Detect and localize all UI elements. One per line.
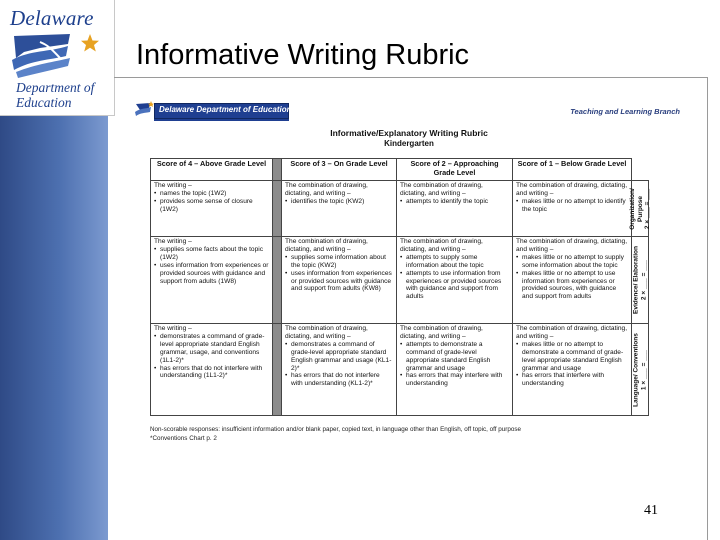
grey-divider-column [273,159,282,181]
cell-lead: The combination of drawing, dictating, and writing – [516,325,628,340]
rubric-cell [151,237,273,324]
cell-lead: The combination of drawing, dictating, and writing – [285,325,368,340]
cell-bullet: • has errors that may interfere with understanding [406,372,509,388]
logo-top-text: Delaware [10,6,94,30]
cell-lead: The writing – [154,182,192,189]
column-header: Score of 3 – On Grade Level [282,159,397,181]
doc-logo-text: Delaware Department of Education [159,105,292,114]
cell-bullet: • demonstrates a command of grade-level appropriate standard English grammar, usage, and conventions (1L1-2)* [160,333,269,365]
row-label: Organization/ [628,187,636,230]
column-header: Score of 4 – Above Grade Level [151,159,273,181]
rubric-cell [397,237,513,324]
rubric-cell [282,181,397,237]
rubric-document [134,100,684,460]
cell-lead: The writing – [154,325,192,332]
cell-bullet: • provides some sense of closure (1W2) [160,198,269,214]
cell-bullet: • has errors that interfere with understanding [522,372,628,388]
cell-lead: The combination of drawing, dictating, and writing – [285,238,368,253]
conventions-note: *Conventions Chart p. 2 [150,435,217,442]
rubric-header-row [151,159,649,181]
cell-bullet: • supplies some facts about the topic (1W2) [160,246,269,262]
branch-name: Teaching and Learning Branch [570,107,680,116]
cell-bullet: • supplies some information about the topic (KW2) [291,254,393,270]
header-corner [632,159,649,181]
cell-bullet: • has errors that do not interfere with understanding (1L1-2)* [160,365,269,381]
title-divider [114,77,708,78]
rubric-cell [282,237,397,324]
delaware-doe-logo [0,0,115,116]
cell-bullet: • attempts to demonstrate a command of grade-level appropriate standard English grammar and usage [406,341,509,373]
grey-divider-column [273,237,282,324]
cell-bullet: • makes little or no attempt to use information from experiences or provided sources, with guidance and support from adults [522,270,628,302]
cell-lead: The combination of drawing, dictating, and writing – [400,238,483,253]
row-label-conventions [632,324,649,416]
row-label: Evidence/ Elaboration [632,246,640,314]
rubric-cell [397,181,513,237]
cell-lead: The combination of drawing, dictating, and writing – [516,182,628,197]
cell-lead: The combination of drawing, dictating, and writing – [400,325,483,340]
row-score-blank: 2 × ___ = ___ [643,188,651,229]
cell-bullet: • uses information from experiences or provided sources with guidance and support from adults (1W8) [160,262,269,286]
right-divider [707,77,708,540]
cell-bullet: • has errors that do not interfere with understanding (KL1-2)* [291,372,393,388]
doc-state-icon [134,100,154,120]
slide-title: Informative Writing Rubric [136,39,470,71]
cell-bullet: • identifies the topic (KW2) [291,198,393,206]
cell-bullet: • uses information from experiences or provided sources with guidance and support from adults (KW8) [291,270,393,294]
rubric-row-organization [151,181,649,237]
rubric-cell [513,324,632,416]
cell-lead: The writing – [154,238,192,245]
rubric-grade: Kindergarten [384,139,434,148]
logo-bottom-text: Department of Education [16,80,95,110]
cell-bullet: • makes little or no attempt to supply some information about the topic [522,254,628,270]
row-score-blank: 2 × ___ = ___ [640,259,647,301]
rubric-cell [513,237,632,324]
cell-bullet: • attempts to supply some information about the topic [406,254,509,270]
non-scorable-note: Non-scorable responses: insufficient information and/or blank paper, copied text, in language other than English, off topic, off purpose [150,426,522,433]
row-label-evidence [632,237,649,324]
cell-lead: The combination of drawing, dictating, and writing – [400,182,483,197]
cell-bullet: • attempts to use information from experiences or provided sources with guidance and support from adults [406,270,509,302]
column-header: Score of 2 – Approaching Grade Level [397,159,513,181]
row-label: Language/ Conventions [632,332,640,407]
rubric-cell [397,324,513,416]
cell-bullet: • makes little or no attempt to demonstrate a command of grade-level appropriate standard English grammar and usage [522,341,628,373]
cell-lead: The combination of drawing, dictating, and writing – [516,238,628,253]
column-header: Score of 1 – Below Grade Level [513,159,632,181]
page-number: 41 [644,503,658,518]
rubric-cell [282,324,397,416]
grey-divider-column [273,181,282,237]
delaware-state-icon [10,30,105,80]
rubric-table [150,158,649,416]
doc-logo-banner [154,103,292,119]
grey-divider-column [273,324,282,416]
rubric-row-conventions [151,324,649,416]
cell-bullet: • makes little or no attempt to identify the topic [522,198,628,214]
row-label: Purpose [636,195,644,222]
cell-bullet: • attempts to identify the topic [406,198,509,206]
row-label-organization [628,181,651,237]
rubric-cell [151,324,273,416]
rubric-title: Informative/Explanatory Writing Rubric [330,128,488,138]
cell-bullet: • demonstrates a command of grade-level appropriate standard English grammar and usage (KL1-2)* [291,341,393,373]
cell-bullet: • names the topic (1W2) [160,190,269,198]
rubric-row-evidence [151,237,649,324]
doc-logo-underline [154,119,289,121]
rubric-cell [151,181,273,237]
rubric-cell [513,181,632,237]
row-score-blank: 1 × ___ = ___ [640,349,647,390]
cell-lead: The combination of drawing, dictating, and writing – [285,182,368,197]
